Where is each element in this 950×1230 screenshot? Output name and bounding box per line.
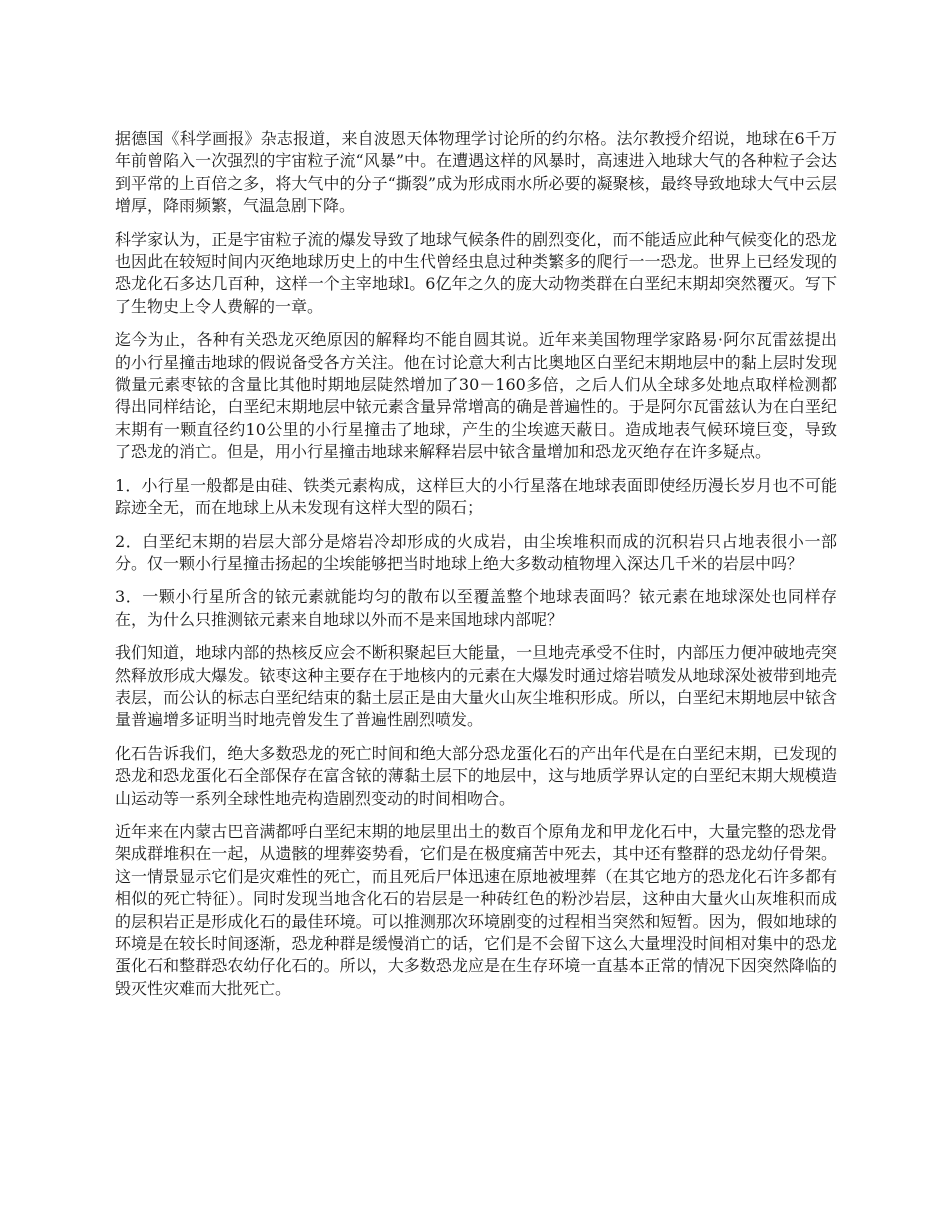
paragraph-inner-mongolia-findings: 近年来在内蒙古巴音满都呼白垩纪末期的地层里出土的数百个原角龙和甲龙化石中，大量完整的恐龙骨架成群堆积在一起，从遗骸的埋葬姿势看，它们是在极度痛苦中死去，其中还有整群的恐龙幼仔骨架。这一情景显示它们是灾难性的死亡，而且死后尸体迅速在原地被埋葬（在其它地方的恐龙化石许多都有相似的死亡特征）。同时发现当地含化石的岩层是一种砖红色的粉沙岩层，这种由大量火山灰堆积而成的层积岩正是形成化石的最佳环境。可以推测那次环境剧变的过程相当突然和短暂。因为，假如地球的环境是在较长时间逐渐，恐龙种群是缓慢消亡的话，它们是不会留下这么大量埋没时间相对集中的恐龙蛋化石和整群恐农幼仔化石的。所以，大多数恐龙应是在生存环境一直基本正常的情况下因突然降临的毁灭性灾难而大批死亡。: [115, 821, 837, 998]
paragraph-doubt-3: 3．一颗小行星所含的铱元素就能均匀的散布以至覆盖整个地球表面吗？铱元素在地球深处也同样存在，为什么只推测铱元素来自地球以外而不是来国地球内部呢？: [115, 587, 837, 629]
document-body: [115, 128, 837, 1011]
paragraph-asteroid-hypothesis: 迄今为止，各种有关恐龙灭绝原因的解释均不能自圆其说。近年来美国物理学家路易·阿尔瓦雷兹提出的小行星撞击地球的假说备受各方关注。他在讨论意大利古比奥地区白垩纪末期地层中的黏上层时发现微量元素枣铱的含量比其他时期地层陡然增加了30－160多倍，之后人们从全球多处地点取样检测都得出同样结论，白垩纪末期地层中铱元素含量异常增高的确是普遍性的。于是阿尔瓦雷兹认为在白垩纪末期有一颗直径约10公里的小行星撞击了地球，产生的尘埃遮天蔽日。造成地表气候环境巨变，导致了恐龙的消亡。但是，用小行星撞击地球来解释岩层中铱含量增加和恐龙灭绝存在许多疑点。: [115, 330, 837, 462]
paragraph-doubt-2: 2．白垩纪末期的岩层大部分是熔岩冷却形成的火成岩，由尘埃堆积而成的沉积岩只占地表很小一部分。仅一颗小行星撞击扬起的尘埃能够把当时地球上绝大多数动植物埋入深达几千米的岩层中吗？: [115, 531, 837, 573]
paragraph-climate-change: 科学家认为，正是宇宙粒子流的爆发导致了地球气候条件的剧烈变化，而不能适应此种气候变化的恐龙也因此在较短时间内灭绝地球历史上的中生代曾经虫息过种类繁多的爬行一一恐龙。世界上已经发现的恐龙化石多达几百种，这样一个主宰地球l。6亿年之久的庞大动物类群在白垩纪末期却突然覆灭。写下了生物史上令人费解的一章。: [115, 229, 837, 316]
paragraph-cosmic-storm: 据德国《科学画报》杂志报道，来自波恩天体物理学讨论所的约尔格。法尔教授介绍说，地球在6千万年前曾陷入一次强烈的宇宙粒子流“风暴”中。在遭遇这样的风暴时，高速进入地球大气的各种粒子会达到平常的上百倍之多，将大气中的分子“撕裂”成为形成雨水所必要的凝聚核，最终导致地球大气中云层增厚，降雨频繁，气温急剧下降。: [115, 129, 837, 216]
paragraph-volcanic-eruption: 我们知道，地球内部的热核反应会不断积聚起巨大能量，一旦地壳承受不住时，内部压力便冲破地壳突然释放形成大爆发。铱枣这种主要存在于地核内的元素在大爆发时通过熔岩喷发从地球深处被带到地壳表层，而公认的标志白垩纪结束的黏土层正是由大量火山灰尘堆积形成。所以，白垩纪末期地层中铱含量普遍增多证明当时地壳曾发生了普遍性剧烈喷发。: [115, 643, 837, 730]
paragraph-doubt-1: 1．小行星一般都是由硅、铁类元素构成，这样巨大的小行星落在地球表面即使经历漫长岁月也不可能踪迹全无，而在地球上从未发现有这样大型的陨石；: [115, 475, 837, 518]
paragraph-fossil-evidence: 化石告诉我们，绝大多数恐龙的死亡时间和绝大部分恐龙蛋化石的产出年代是在白垩纪末期，已发现的恐龙和恐龙蛋化石全部保存在富含铱的薄黏土层下的地层中，这与地质学界认定的白垩纪末期大规模造山运动等一系列全球性地壳构造剧烈变动的时间相吻合。: [115, 743, 837, 808]
